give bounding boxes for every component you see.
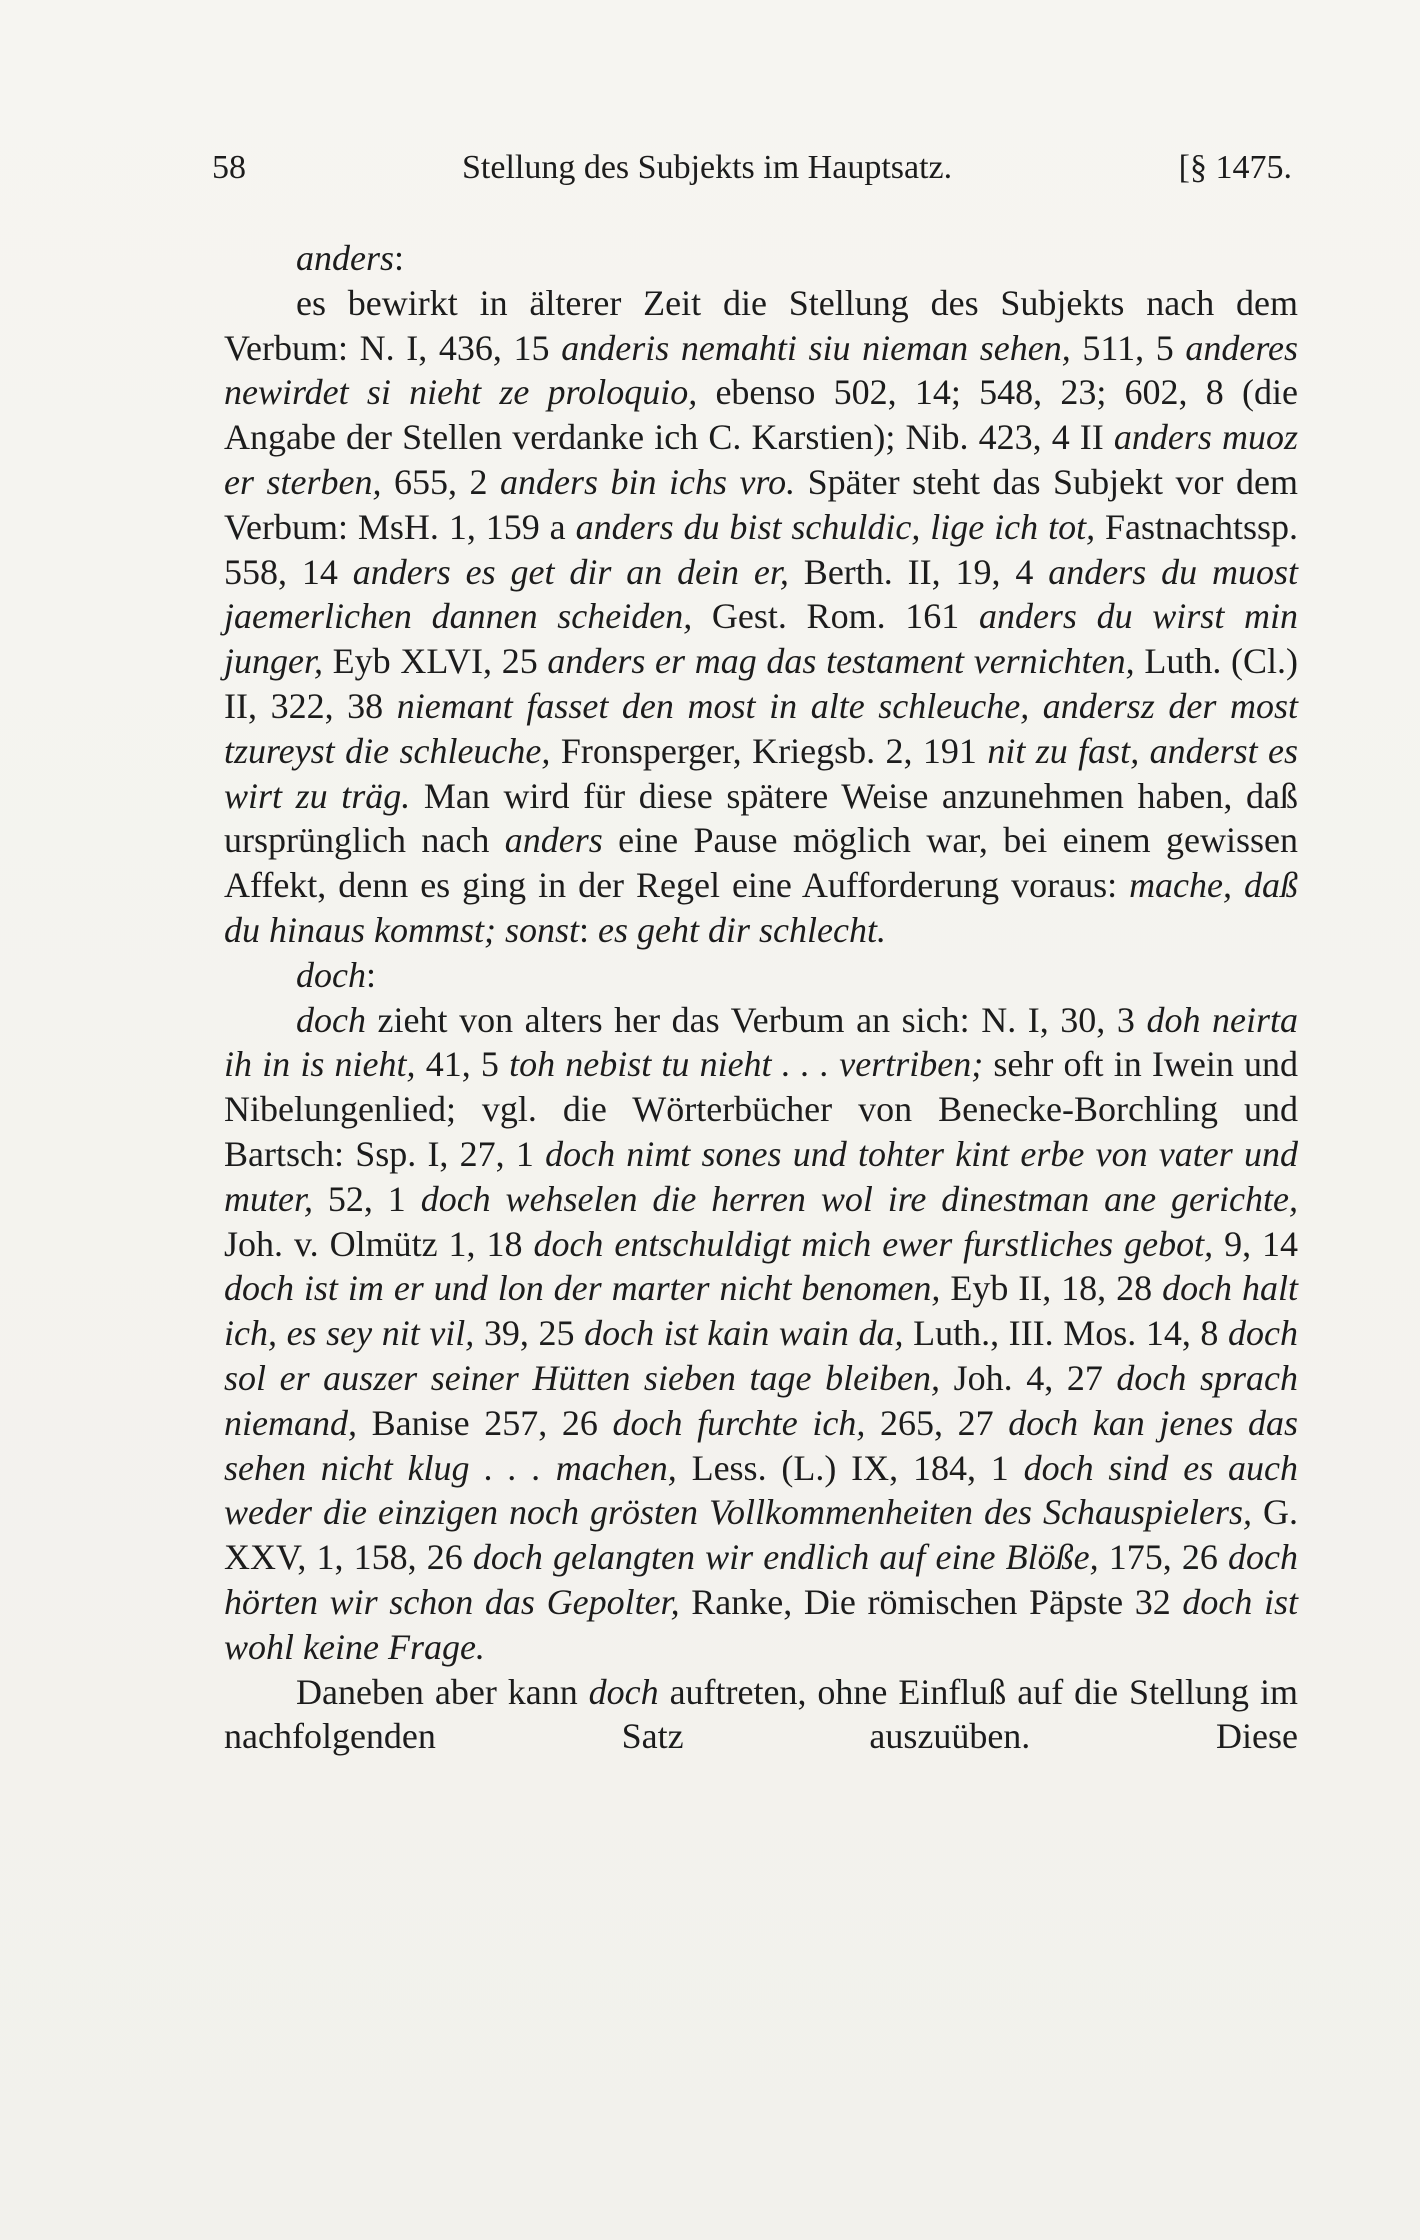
italic-text: doch sprach niemand,: [224, 1357, 1298, 1443]
italic-text: toh nebist tu nieht . . . vertriben;: [509, 1044, 984, 1085]
italic-text: doch kan jenes das sehen nicht klug . . . machen,: [224, 1402, 1298, 1488]
roman-text: Eyb II, 18, 28: [940, 1268, 1163, 1309]
roman-text: Später steht das Subjekt vor dem Verbum: MsH. 1, 159 a: [224, 461, 1299, 547]
roman-text: Man wird für diese spätere Weise anzunehmen haben, daß ursprünglich nach: [224, 775, 1299, 861]
italic-text: doch ist im er und lon der marter nicht benomen,: [224, 1268, 941, 1309]
italic-text: mache, daß du hinaus kommst;: [224, 865, 1298, 950]
italic-text: es geht dir schlecht.: [598, 909, 886, 950]
roman-text: sehr oft in Iwein und Nibelungenlied; vgl. die Wörterbücher von Benecke-Borchling und Bartsch: Ssp. I, 27, 1: [224, 1044, 1299, 1174]
italic-text: doch entschuldigt mich ewer furstliches gebot,: [533, 1223, 1214, 1264]
roman-text: Eyb XLVI, 25: [323, 641, 548, 682]
italic-text: anders du wirst min junger,: [224, 596, 1298, 682]
roman-text: 265, 27: [865, 1402, 1009, 1443]
roman-text: Berth. II, 19, 4: [788, 551, 1049, 592]
italic-text: doch ist kain wain da,: [584, 1313, 904, 1354]
italic-text: anderis nemahti siu nieman sehen,: [561, 327, 1071, 368]
italic-text: niemant fasset den most in alte schleuche, andersz der most tzureyst die schleuche,: [224, 685, 1298, 771]
italic-text: doch gelangten wir endlich auf eine Blöße,: [472, 1537, 1099, 1578]
paragraph-daneben: [224, 1670, 1298, 1760]
italic-text: doch: [296, 999, 366, 1040]
roman-text: es bewirkt in älterer Zeit die Stellung des Subjekts nach dem Verbum: N. I, 436, 15: [224, 282, 1298, 368]
roman-text: Ranke, Die römischen Päpste 32: [679, 1581, 1183, 1622]
roman-text: :: [394, 238, 405, 278]
roman-text: :: [579, 909, 599, 950]
roman-text: G. XXV, 1, 158, 26: [224, 1492, 1298, 1578]
roman-text: 9, 14: [1213, 1223, 1299, 1264]
roman-text: 175, 26: [1098, 1537, 1229, 1578]
roman-text: Fronsperger, Kriegsb. 2, 191: [550, 730, 988, 771]
italic-text: doch hörten wir schon das Gepolter,: [224, 1537, 1299, 1622]
italic-text: doch: [296, 954, 366, 995]
italic-text: doch sol er auszer seiner Hütten sieben tage bleiben,: [224, 1313, 1299, 1398]
running-title: Stellung des Subjekts im Hauptsatz.: [462, 149, 953, 186]
roman-text: 511, 5: [1070, 327, 1186, 368]
italic-text: doch halt ich, es sey nit vil,: [224, 1268, 1299, 1354]
italic-text: doh neirta ih in is nieht,: [224, 999, 1298, 1085]
roman-text: Daneben aber kann: [296, 1671, 589, 1712]
paragraph-anders: [224, 281, 1298, 953]
heading-anders: [224, 236, 1298, 281]
roman-text: Joh. 4, 27: [940, 1357, 1117, 1398]
italic-text: anderes newirdet si nieht ze proloquio,: [224, 327, 1298, 413]
italic-text: doch: [588, 1671, 659, 1712]
italic-text: doch nimt sones und tohter kint erbe von vater und muter,: [224, 1133, 1298, 1219]
italic-text: nit zu fast, anderst es wirt zu träg.: [224, 730, 1299, 816]
italic-text: anders es get dir an dein er,: [352, 551, 789, 592]
roman-text: Luth. (Cl.) II, 322, 38: [224, 641, 1298, 726]
italic-text: anders er mag das testament vernichten,: [547, 641, 1135, 682]
italic-text: anders muoz er sterben,: [224, 417, 1298, 502]
italic-text: anders du muost jaemerlichen dannen scheiden,: [224, 551, 1298, 637]
italic-text: doch furchte ich,: [612, 1402, 866, 1443]
italic-text: doch sind es auch weder die einzigen noch grösten Vollkommenheiten des Schauspielers,: [224, 1447, 1298, 1533]
italic-text: doch wehselen die herren wol ire dinestman ane gerichte,: [420, 1178, 1298, 1219]
roman-text: [496, 910, 505, 950]
italic-text: anders: [296, 238, 394, 278]
roman-text: Luth., III. Mos. 14, 8: [903, 1313, 1229, 1354]
italic-text: anders bin ichs vro.: [499, 461, 796, 502]
roman-text: auftreten, ohne Einfluß auf die Stellung im nachfolgenden Satz auszuüben. Diese: [224, 1671, 1298, 1757]
roman-text: 41, 5: [415, 1044, 510, 1085]
body-text: [224, 236, 1298, 1759]
paragraph-doch: [224, 998, 1298, 1670]
roman-text: 52, 1: [313, 1178, 421, 1219]
roman-text: Less. (L.) IX, 184, 1: [676, 1447, 1024, 1488]
roman-text: eine Pause möglich war, bei einem gewissen Affekt, denn es ging in der Regel eine Aufforderung voraus:: [224, 820, 1298, 906]
roman-text: ebenso 502, 14; 548, 23; 602, 8 (die Angabe der Stellen verdanke ich C. Karstien); Nib. 423, 4 II: [224, 372, 1298, 458]
roman-text: :: [365, 954, 376, 995]
italic-text: anders du bist schuldic, lige ich tot,: [575, 506, 1096, 547]
roman-text: zieht von alters her das Verbum an sich: N. I, 30, 3: [365, 999, 1147, 1040]
roman-text: Gest. Rom. 161: [692, 596, 979, 637]
italic-text: anders: [504, 820, 603, 861]
roman-text: Fastnachtssp. 558, 14: [224, 506, 1298, 592]
heading-doch: [224, 953, 1298, 998]
italic-text: doch ist wohl keine Frage.: [224, 1581, 1298, 1667]
italic-text: sonst: [505, 909, 580, 950]
roman-text: Banise 257, 26: [356, 1402, 613, 1443]
roman-text: 655, 2: [381, 461, 500, 502]
page-number: 58: [212, 149, 246, 186]
roman-text: Joh. v. Olmütz 1, 18: [224, 1223, 534, 1264]
roman-text: 39, 25: [474, 1313, 585, 1354]
section-reference: [§ 1475.: [1178, 149, 1292, 186]
